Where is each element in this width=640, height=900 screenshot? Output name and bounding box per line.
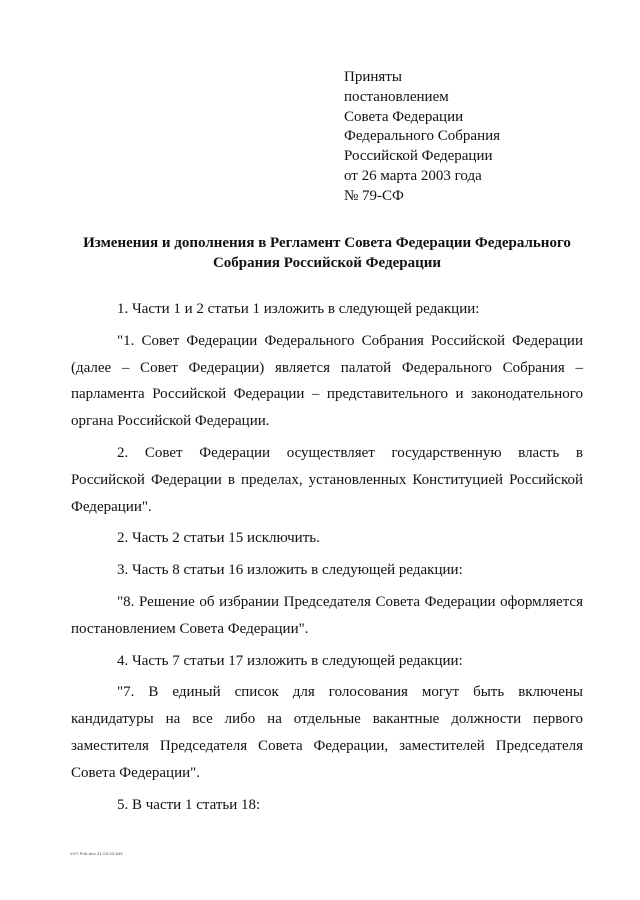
paragraph-item-5: 5. В части 1 статьи 18: xyxy=(117,796,261,813)
paragraph-item-2: 2. Часть 2 статьи 15 исключить. xyxy=(117,530,320,547)
paragraph-item-3: 3. Часть 8 статьи 16 изложить в следующей редакции: xyxy=(117,562,463,579)
approval-number: № 79-СФ xyxy=(344,187,404,204)
paragraph-quote-2: 2. Совет Федерации осуществляет государственную власть в Российской Федерации в пределах, установленных Конституцией Российской Федерации". xyxy=(71,444,583,515)
approval-line: Российской Федерации xyxy=(344,148,493,165)
approval-stamp xyxy=(344,68,500,207)
document-body xyxy=(71,296,583,818)
title-line-1: Изменения и дополнения в Регламент Совета Федерации Федерального xyxy=(83,235,571,251)
paragraph-item-1: 1. Части 1 и 2 статьи 1 изложить в следующей редакции: xyxy=(117,301,480,317)
paragraph-quote-1: "1. Совет Федерации Федерального Собрания Российской Федерации (далее – Совет Федерации) является палатой Федерального Собрания – парламента Российской Федерации – представительного и законодательного органа Российской Федерации. xyxy=(71,332,583,430)
document-title xyxy=(70,233,584,273)
footer-file-code: VVT-Pnb.doc 31.03.03 845 xyxy=(70,851,123,856)
approval-line: Приняты xyxy=(344,69,402,85)
paragraph-quote-7: "7. В единый список для голосования могут быть включены кандидатуры на все либо на отдельные вакантные должности первого заместителя Председателя Совета Федерации, заместителей Председателя Совета Федерации". xyxy=(71,684,583,781)
approval-date: от 26 марта 2003 года xyxy=(344,167,482,184)
title-line-2: Собрания Российской Федерации xyxy=(212,255,442,271)
approval-line: постановлением xyxy=(344,88,449,105)
approval-line: Федерального Собрания xyxy=(344,128,501,145)
paragraph-item-4: 4. Часть 7 статьи 17 изложить в следующей редакции: xyxy=(117,652,463,669)
approval-line: Совета Федерации xyxy=(344,108,464,125)
paragraph-quote-8: "8. Решение об избрании Председателя Совета Федерации оформляется постановлением Совета Федерации". xyxy=(71,593,583,637)
